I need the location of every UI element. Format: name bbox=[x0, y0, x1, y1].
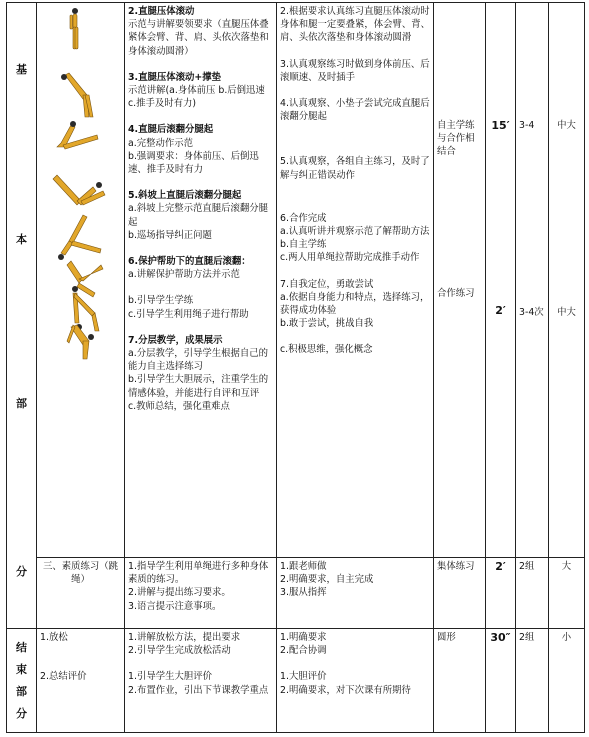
step-text: 3.认真观察练习时做到身体前压、后滚顺速、及时插手 bbox=[280, 58, 430, 83]
quality-org: 集体练习 bbox=[434, 558, 486, 629]
time-cell bbox=[486, 3, 516, 558]
step-title: 2.直腿压体滚动 bbox=[128, 6, 195, 17]
step-text: b.引导学生大胆展示，注重学生的情感体验，并能进行自评和互评 bbox=[128, 374, 269, 399]
section-char: 基 bbox=[16, 63, 27, 76]
step-text: a.讲解保护帮助方法并示范 bbox=[128, 269, 240, 281]
section-char: 部 bbox=[16, 397, 27, 410]
line-text: 1.跟老师做 bbox=[280, 561, 327, 572]
step-text: b.自主学练 bbox=[280, 239, 327, 251]
technique-figures bbox=[37, 3, 125, 558]
line-text: 2.明确要求，自主完成 bbox=[280, 574, 374, 586]
line-text: 3.语言提示注意事项。 bbox=[128, 600, 222, 612]
step-text: a.分层教学，引导学生根据自己的能力自主选择练习 bbox=[128, 348, 268, 373]
teacher-block-2 bbox=[128, 5, 273, 58]
figure-inverted bbox=[58, 215, 101, 260]
step-text: 4.认真观察、小垫子尝试完成直腿后滚翻分腿起 bbox=[280, 98, 430, 123]
figure-pike-sit bbox=[57, 121, 98, 149]
quality-row bbox=[7, 558, 585, 629]
end-time: 30″ bbox=[486, 629, 516, 733]
quality-count: 2组 bbox=[516, 558, 549, 629]
intensity-cell bbox=[549, 3, 585, 558]
step-title: 7.分层教学，成果展示 bbox=[128, 334, 223, 346]
step-title: 4.直腿后滚翻分腿起 bbox=[128, 124, 214, 136]
figure-rolling bbox=[53, 175, 105, 205]
organization-text: 合作练习 bbox=[437, 287, 475, 299]
student-block-6 bbox=[280, 212, 430, 265]
step-text: c.积极思维，强化概念 bbox=[280, 344, 373, 356]
organization-cell bbox=[434, 3, 486, 558]
step-text: 示范与讲解要领要求（直腿压体叠紧体会臂、背、肩、头依次落垫和身体滚动圆滑） bbox=[128, 19, 269, 57]
step-text: 6.合作完成 bbox=[280, 212, 327, 224]
line-text: 3.服从指挥 bbox=[280, 587, 327, 599]
teacher-block-4 bbox=[128, 123, 273, 176]
line-text: 1.指导学生利用单绳进行多种身体素质的练习。 bbox=[128, 561, 269, 586]
count-cell bbox=[516, 3, 549, 558]
step-text: 5.认真观察，各组自主练习，及时了解与纠正错误动作 bbox=[280, 156, 430, 181]
step-text: a.完整动作示范 bbox=[128, 137, 193, 149]
figure-standing bbox=[70, 8, 78, 49]
section-char: 束 bbox=[16, 662, 27, 676]
organization-text: 自主学练与合作相结合 bbox=[437, 120, 475, 158]
end-student bbox=[277, 629, 434, 733]
quality-student bbox=[277, 558, 434, 629]
step-title: 3.直腿压体滚动+撑垫 bbox=[128, 71, 221, 83]
section-char: 本 bbox=[16, 233, 27, 246]
main-row bbox=[7, 3, 585, 558]
step-text: 2.根据要求认真练习直腿压体滚动时身体和腿一定要叠紧，体会臂、背、肩、头依次落垫和身体滚动圆滑 bbox=[280, 6, 431, 44]
line-text: 2.引导学生完成放松活动 bbox=[128, 645, 231, 657]
line-text: 2.讲解与提出练习要求。 bbox=[128, 587, 231, 599]
student-block-3 bbox=[280, 58, 430, 84]
student-block-5 bbox=[280, 155, 430, 181]
end-intensity: 小 bbox=[549, 629, 585, 733]
teacher-block-6 bbox=[128, 255, 273, 321]
student-block-2 bbox=[280, 5, 430, 45]
quality-teacher bbox=[125, 558, 277, 629]
line-text: 1.明确要求 bbox=[280, 632, 327, 643]
section-char: 分 bbox=[16, 565, 27, 578]
step-text: b.敢于尝试，挑战自我 bbox=[280, 318, 374, 330]
quality-time: 2′ bbox=[486, 558, 516, 629]
step-text: c.两人用单绳拉帮助完成推手动作 bbox=[280, 252, 420, 264]
step-title: 5.斜坡上直腿后滚翻分腿起 bbox=[128, 190, 242, 202]
count-text: 3-4 bbox=[519, 120, 535, 131]
count-text: 3-4次 bbox=[519, 307, 544, 319]
teacher-block-5 bbox=[128, 189, 273, 242]
section-basic bbox=[7, 3, 37, 629]
student-block-7 bbox=[280, 278, 430, 357]
step-title: 6.保护帮助下的直腿后滚翻： bbox=[128, 256, 251, 268]
line-text: 2.配合协调 bbox=[280, 645, 327, 657]
figure-straddle-finish bbox=[67, 325, 94, 359]
time-text: 2′ bbox=[495, 304, 506, 318]
section-end bbox=[7, 629, 37, 733]
end-row bbox=[7, 629, 585, 733]
line-text: 2.明确要求，对下次课有所期待 bbox=[280, 684, 411, 696]
student-block-4 bbox=[280, 97, 430, 123]
quality-intensity: 大 bbox=[549, 558, 585, 629]
teacher-block-3 bbox=[128, 71, 273, 111]
step-text: 7.自我定位，勇敢尝试 bbox=[280, 278, 374, 290]
teacher-block-7 bbox=[128, 334, 273, 413]
step-text: a.斜坡上完整示范直腿后滚翻分腿起 bbox=[128, 203, 268, 228]
line-text: 1.讲解放松方法，提出要求 bbox=[128, 632, 241, 643]
teacher-activities bbox=[125, 3, 277, 558]
step-text: c.教师总结，强化重难点 bbox=[128, 400, 230, 412]
lesson-plan-table bbox=[6, 2, 585, 733]
section-char: 分 bbox=[16, 706, 27, 720]
intensity-text: 中大 bbox=[557, 307, 576, 319]
back-roll-sequence-figure bbox=[37, 3, 125, 363]
line-text: 2.总结评价 bbox=[40, 671, 87, 683]
end-content bbox=[37, 629, 125, 733]
quality-content: 三、素质练习（跳绳） bbox=[37, 558, 125, 629]
section-char: 部 bbox=[16, 684, 27, 698]
step-text: b.强调要求：身体前压、后倒迅速、推手及时有力 bbox=[128, 150, 259, 176]
end-org: 圆形 bbox=[434, 629, 486, 733]
time-text: 15′ bbox=[491, 119, 510, 132]
end-count: 2组 bbox=[516, 629, 549, 733]
section-char: 结 bbox=[16, 640, 27, 654]
step-text: c.引导学生利用绳子进行帮助 bbox=[128, 308, 249, 320]
line-text: 2.布置作业，引出下节课教学重点 bbox=[128, 684, 269, 696]
step-text: a.依据自身能力和特点，选择练习，获得成功体验 bbox=[280, 291, 430, 317]
step-text: 示范讲解(a.身体前压 b.后倒迅速 c.推手及时有力) bbox=[128, 85, 265, 110]
step-text: b.巡场指导纠正问题 bbox=[128, 229, 212, 241]
step-text: a.认真听讲并观察示范了解帮助方法 bbox=[280, 226, 430, 238]
end-teacher bbox=[125, 629, 277, 733]
intensity-text: 中大 bbox=[557, 120, 576, 131]
line-text: 1.大胆评价 bbox=[280, 671, 327, 683]
student-activities bbox=[277, 3, 434, 558]
figure-bending bbox=[61, 73, 93, 117]
line-text: 1.放松 bbox=[40, 632, 68, 643]
figure-roll-over bbox=[67, 261, 103, 297]
line-text: 1.引导学生大胆评价 bbox=[128, 671, 212, 683]
step-text: b.引导学生学练 bbox=[128, 295, 194, 307]
